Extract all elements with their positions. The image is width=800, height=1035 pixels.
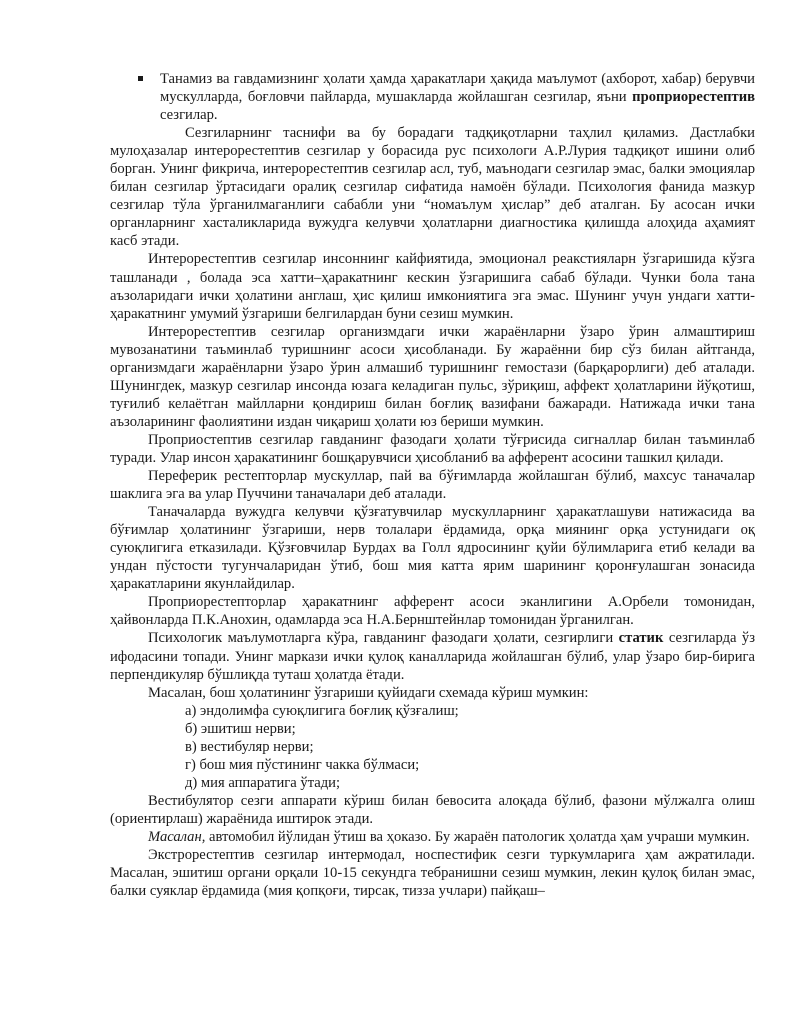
paragraph-classification: Сезгиларнинг таснифи ва бу борадаги тадқиқотларни таҳлил қиламиз. Дастлабки мулоҳазалар интерорестептив сезгилар у борасида рус психологи А.Р.Лурия тадқиқот ишини олиб борган. Унинг фикрича, интерорестептив сезгилар асл, туб, маънодаги сезгилар эмас, балки эмоциялар билан сезгилар ўртасидаги оралиқ сезгилар сифатида намоён бўлади. Психология фанида мазкур сезгилар тўла ўрганилмаганлиги сабабли уни “номаълум ҳислар” деб аталган. Бу асосан ички органларнинг хасталикларида вужудга келувчи ҳолатларни диагностика қилишда алоҳида аҳамият касб этади. — [110, 125, 755, 250]
paragraph-corpuscles: Таначаларда вужудга келувчи қўзғатувчилар мускулларнинг ҳаракатлашуви натижасида ва бўғимлар ҳолатининг ўзгариши, нерв толалари ёрдамида, орқа миянинг орқа устунидаги оқ суюқлигига етказилади. Қўзғовчилар Бурдах ва Голл ядросининг қуйи бўлимларига етиб келади ва ундан пўстости тугунчаларидан ўтиб, бош мия катта ярим шарининг қоронғулашган зонасида ҳаракатларини якунлайдилар. — [110, 504, 755, 593]
scheme-item: г) бош мия пўстининг чакка бўлмаси; — [185, 756, 420, 773]
scheme-list — [110, 702, 755, 792]
bullet-bold-term: проприорестептив — [632, 89, 755, 106]
paragraph-example — [110, 828, 755, 846]
paragraph-interoceptive-balance: Интерорестептив сезгилар организмдаги ички жараёнларни ўзаро ўрин алмаштириш мувозанатини таъминлаб туришнинг асоси ҳисобланади. Бу жараённи бир сўз билан айтганда, организмдаги жараёнларни ўзаро ўрин алмашиб туришнинг гемостази (барқарорлиги) деб аталади. Шунингдек, мазкур сезгилар инсонда юзага келадиган пульс, зўриқиш, аффект ҳолатларини йўқотиш, туғилиб келаётган майлларни қондириш билан боғлиқ вазифани бажаради. Натижада ички тана аъзоларининг фаолиятини издан чиқариш ҳолати юз бериши мумкин. — [110, 323, 755, 430]
bullet-tail: сезгилар. — [160, 107, 218, 124]
paragraph-researchers: Проприорестепторлар ҳаракатнинг афферент асоси эканлигини А.Орбели томонидан, ҳайвонларда П.К.Анохин, одамларда эса Н.А.Бернштейнлар томонидан ўрганилган. — [110, 594, 755, 629]
scheme-item: в) вестибуляр нерви; — [185, 738, 314, 755]
paragraph-proprioceptive: Проприостептив сезгилар гавданинг фазодаги ҳолати тўғрисида сигналлар билан таъминлаб туради. Улар инсон ҳаракатининг бошқарувчиси ҳисобланиб ва афферент асосини ташкил қилади. — [110, 431, 755, 466]
scheme-item: а) эндолимфа суюқлигига боғлиқ қўзғалиш; — [185, 702, 459, 719]
paragraph-exteroceptive: Экстрорестептив сезгилар интермодал, носпестифик сезги туркумларига ҳам ажратилади. Масалан, эшитиш органи орқали 10-15 секундга тебранишни сезиш мумкин, лекин қулоқ билан эмас, балки суяклар ёрдамида (мия қопқоғи, тирсак, тизза учлари) пайқаш– — [110, 847, 755, 900]
example-rest: автомобил йўлидан ўтиш ва ҳоказо. Бу жараён патологик ҳолатда ҳам учраши мумкин. — [205, 828, 750, 845]
paragraph-peripheral-receptors: Переферик рестепторлар мускуллар, пай ва бўғимларда жойлашган бўлиб, махсус таначалар шаклига эга ва улар Пуччини таначалари деб аталади. — [110, 468, 755, 503]
example-italic: Масалан, — [148, 828, 206, 845]
scheme-item: б) эшитиш нерви; — [185, 720, 296, 737]
bullet-icon — [138, 76, 143, 81]
static-post: сезгиларда ўз ифодасини топади. Унинг маркази ички қулоқ каналларида жойлашган бўлиб, улар ўзаро бир-бирига перпендикуляр бўшлиқда туташ ҳолатда ётади. — [110, 630, 755, 683]
bullet-text: Танамиз ва гавдамизнинг ҳолати ҳамда ҳаракатлари ҳақида маълумот (ахборот, хабар) берувчи мускулларда, боғловчи пайларда, мушакларда жойлашган сезгилар, яъни — [160, 71, 755, 106]
paragraph-interoceptive-mood: Интерорестептив сезгилар инсоннинг кайфиятида, эмоционал реакстияларн ўзгаришида кўзга ташланади , болада эса хатти–ҳаракатнинг кескин ўзгаришига сабаб бўлади. Чунки бола тана аъзоларидаги ички ҳолатини англаш, ҳис қилиш имкониятига эга эмас. Шунинг учун ундаги хатти-ҳаракатнинг умумий ўзгариши белгилардан буни сезиш мумкин. — [110, 251, 755, 322]
static-bold-term: статик — [618, 630, 664, 647]
paragraph-scheme-intro: Масалан, бош ҳолатининг ўзгариши қуйидаги схемада кўриш мумкин: — [148, 684, 589, 701]
paragraph-vestibular: Вестибулятор сезги аппарати кўриш билан бевосита алоқада бўлиб, фазони мўлжалга олиш (ориентирлаш) жараёнида иштирок этади. — [110, 792, 755, 827]
bullet-paragraph — [110, 70, 755, 124]
scheme-item: д) мия аппаратига ўтади; — [185, 774, 341, 791]
static-pre: Психологик маълумотларга кўра, гавданинг фазодаги ҳолати, сезгирлиги — [148, 630, 619, 647]
paragraph-static — [110, 629, 755, 683]
document-page — [110, 70, 755, 900]
